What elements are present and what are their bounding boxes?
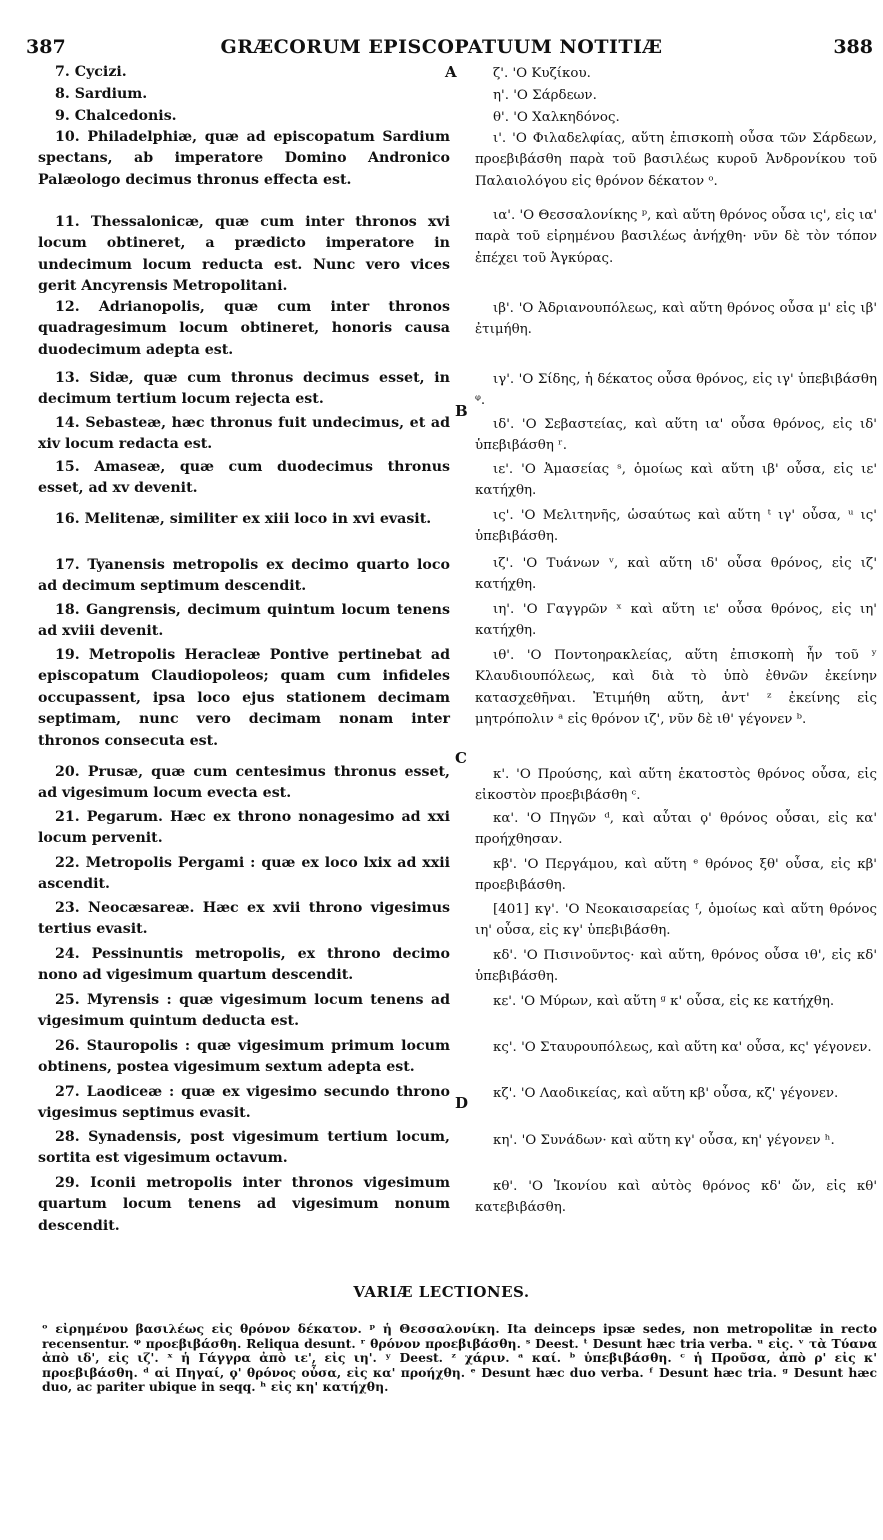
latin-entry-text: 20. Prusæ, quæ cum centesimus thronus esset, ad vigesimum locum evecta est. <box>38 764 450 802</box>
greek-entry <box>475 1130 877 1151</box>
latin-entry <box>38 1127 450 1170</box>
greek-entry-text: ιη'. 'Ο Γαγγρῶν ˣ καὶ αὕτη ιε' οὖσα θρόνος, εἰς ιη' κατήχθη. <box>475 602 877 639</box>
latin-entry <box>38 853 450 896</box>
latin-entry <box>38 62 450 83</box>
greek-entry <box>475 599 877 642</box>
latin-entry-text: 23. Neocæsareæ. Hæc ex xvii throno vigesimus tertius evasit. <box>38 900 450 938</box>
greek-entry <box>475 645 877 731</box>
latin-entry <box>38 212 450 298</box>
greek-entry-text: ια'. 'Ο Θεσσαλονίκης ᵖ, καὶ αὕτη θρόνος οὖσα ις', εἰς ια' παρὰ τοῦ εἰρημένου βασιλέως ἀνήχθη· νῦν δὲ τὸν τόπον ἐπέχει τοῦ Ἀγκύρας. <box>475 208 877 266</box>
greek-entry-text: ιθ'. 'Ο Ποντοηρακλείας, αὕτη ἐπισκοπὴ ἦν τοῦ ʸ Κλαυδιουπόλεως, καὶ διὰ τὸ ὑπὸ ἐθνῶν ἐκείνην κατασχεθῆναι. Ἐτιμήθη αὕτη, ἀντ' ᶻ ἐκείνης εἰς μητρόπολιν ᵃ εἰς θρόνον ιζ', νῦν δὲ ιθ' γέγονεν ᵇ. <box>475 648 877 728</box>
greek-entry <box>475 505 877 548</box>
latin-entry-text: 16. Melitenæ, similiter ex xiii loco in xvi evasit. <box>55 511 432 527</box>
greek-entry-text: κε'. 'Ο Μύρων, καὶ αὕτη ᵍ κ' οὖσα, εἰς κε κατήχθη. <box>493 994 835 1009</box>
latin-entry-text: 26. Stauropolis : quæ vigesimum primum locum obtinens, postea vigesimum sextum adepta est. <box>38 1038 450 1076</box>
latin-entry <box>38 1082 450 1125</box>
latin-entry <box>38 413 450 456</box>
greek-entry <box>475 1083 877 1104</box>
greek-entry-text: ιδ'. 'Ο Σεβαστείας, καὶ αὕτη ια' οὖσα θρόνος, εἰς ιδ' ὑπεβιβάσθη ʳ. <box>475 417 877 454</box>
greek-entry-text: [401] κγ'. 'Ο Νεοκαισαρείας ᶠ, ὁμοίως καὶ αὕτη θρόνος ιη' οὖσα, εἰς κγ' ὑπεβιβάσθη. <box>475 902 877 939</box>
greek-entry-text: θ'. 'Ο Χαλκηδόνος. <box>493 110 620 125</box>
greek-entry-text: ι'. 'Ο Φιλαδελφίας, αὕτη ἐπισκοπὴ οὖσα τῶν Σάρδεων, προεβιβάσθη παρὰ τοῦ βασιλέως κυροῦ Ἀνδρονίκου τοῦ Παλαιολόγου εἰς θρόνον δέκατον ᵒ. <box>475 131 877 189</box>
greek-entry <box>475 107 877 128</box>
latin-entry-text: 13. Sidæ, quæ cum thronus decimus esset, in decimum tertium locum rejecta est. <box>38 370 450 408</box>
greek-entry-text: ιγ'. 'Ο Σίδης, ἡ δέκατος οὖσα θρόνος, εἰς ιγ' ὑπεβιβάσθη ᵠ. <box>475 372 877 409</box>
latin-entry-text: 21. Pegarum. Hæc ex throno nonagesimo ad xxi locum pervenit. <box>38 809 450 847</box>
margin-marker-c: C <box>455 749 467 767</box>
latin-entry <box>38 807 450 850</box>
margin-marker-a: A <box>445 63 457 81</box>
latin-entry <box>38 944 450 987</box>
page-number-left: 387 <box>26 36 66 58</box>
greek-entry <box>475 1037 877 1058</box>
latin-entry <box>38 509 450 530</box>
latin-entry-text: 28. Synadensis, post vigesimum tertium locum, sortita est vigesimum octavum. <box>38 1129 450 1167</box>
latin-entry <box>38 84 450 105</box>
margin-marker-d: D <box>455 1094 469 1112</box>
latin-entry <box>38 297 450 361</box>
greek-entry-text: ζ'. 'Ο Κυζίκου. <box>493 66 591 81</box>
latin-entry <box>38 600 450 643</box>
footnotes: ᵒ εἰρημένου βασιλέως εἰς θρόνον δέκατον. ᵖ ἡ Θεσσαλονίκη. Ita deinceps ipsæ sedes, non metropolitæ in recto recensentur. ᵠ προεβιβάσθη. Reliqua desunt. ʳ θρόνον προεβιβάσθη. ˢ Deest. ᵗ Desunt hæc tria verba. ᵘ εἰς. ᵛ τὰ Τύανα ἀπὸ ιδ', εἰς ιζ'. ˣ ἡ Γάγγρα ἀπὸ ιε', εἰς ιη'. ʸ Deest. ᶻ χάριν. ᵃ καί. ᵇ ὑπεβιβάσθη. ᶜ ἡ Προῦσα, ἀπὸ ρ' εἰς κ' προεβιβάσθη. ᵈ αἱ Πηγαί, ϙ' θρόνος οὖσα, εἰς κα' προήχθη. ᵉ Desunt hæc duo verba. ᶠ Desunt hæc tria. ᵍ Desunt hæc duo, ac pariter ubique in seqq. ʰ εἰς κη' κατήχθη. <box>42 1321 877 1395</box>
running-title: GRÆCORUM EPISCOPATUUM NOTITIÆ <box>220 36 663 58</box>
greek-entry <box>475 369 877 412</box>
variae-lectiones-title: VARIÆ LECTIONES. <box>353 1283 530 1301</box>
greek-entry <box>475 764 877 807</box>
latin-entry <box>38 898 450 941</box>
latin-entry-text: 10. Philadelphiæ, quæ ad episcopatum Sardium spectans, ab imperatore Domino Andronico Palæologo decimus thronus effecta est. <box>38 129 450 188</box>
greek-entry-text: κβ'. 'Ο Περγάμου, καὶ αὕτη ᵉ θρόνος ξθ' οὖσα, εἰς κβ' προεβιβάσθη. <box>475 857 877 894</box>
greek-entry-text: κδ'. 'Ο Πισινοῦντος· καὶ αὕτη, θρόνος οὖσα ιθ', εἰς κδ' ὑπεβιβάσθη. <box>475 948 877 985</box>
latin-entry-text: 25. Myrensis : quæ vigesimum locum tenens ad vigesimum quintum deducta est. <box>38 992 450 1030</box>
greek-entry <box>475 854 877 897</box>
greek-entry <box>475 1176 877 1219</box>
latin-entry <box>38 762 450 805</box>
latin-entry <box>38 368 450 411</box>
latin-entry-text: 27. Laodiceæ : quæ ex vigesimo secundo throno vigesimus septimus evasit. <box>38 1084 450 1122</box>
greek-entry <box>475 459 877 502</box>
greek-entry <box>475 553 877 596</box>
greek-entry <box>475 205 877 269</box>
latin-entry <box>38 457 450 500</box>
greek-entry <box>475 414 877 457</box>
latin-entry-text: 15. Amaseæ, quæ cum duodecimus thronus esset, ad xv devenit. <box>38 459 450 497</box>
latin-entry-text: 24. Pessinuntis metropolis, ex throno decimo nono ad vigesimum quartum descendit. <box>38 946 450 984</box>
latin-entry <box>38 555 450 598</box>
greek-entry-text: κα'. 'Ο Πηγῶν ᵈ, καὶ αὗται ϙ' θρόνος οὖσαι, εἰς κα' προήχθησαν. <box>475 811 877 848</box>
latin-entry-text: 29. Iconii metropolis inter thronos vigesimum quartum locum tenens ad vigesimum nonum descendit. <box>38 1175 450 1234</box>
greek-entry-text: κς'. 'Ο Σταυρουπόλεως, καὶ αὕτη κα' οὖσα, κς' γέγονεν. <box>493 1040 872 1055</box>
latin-entry-text: 8. Sardium. <box>55 86 148 102</box>
margin-marker-b: B <box>455 402 468 420</box>
greek-entry <box>475 85 877 106</box>
greek-entry <box>475 991 877 1012</box>
greek-entry <box>475 808 877 851</box>
greek-entry-text: ιβ'. 'Ο Ἀδριανουπόλεως, καὶ αὕτη θρόνος οὖσα μ' εἰς ιβ' ἐτιμήθη. <box>475 301 877 338</box>
latin-entry-text: 9. Chalcedonis. <box>55 108 177 124</box>
running-header <box>0 36 883 58</box>
greek-entry-text: κζ'. 'Ο Λαοδικείας, καὶ αὕτη κβ' οὖσα, κζ' γέγονεν. <box>493 1086 839 1101</box>
greek-entry-text: ιζ'. 'Ο Τυάνων ᵛ, καὶ αὕτη ιδ' οὖσα θρόνος, εἰς ιζ' κατήχθη. <box>475 556 877 593</box>
latin-entry <box>38 1036 450 1079</box>
latin-entry-text: 14. Sebasteæ, hæc thronus fuit undecimus, et ad xiv locum redacta est. <box>38 415 450 453</box>
latin-entry-text: 7. Cycizi. <box>55 64 127 80</box>
latin-entry <box>38 645 450 752</box>
page-number-right: 388 <box>833 36 873 58</box>
greek-entry-text: ις'. 'Ο Μελιτηνῆς, ὡσαύτως καὶ αὕτη ᵗ ιγ' οὖσα, ᵘ ις' ὑπεβιβάσθη. <box>475 508 877 545</box>
greek-entry <box>475 298 877 341</box>
greek-entry <box>475 899 877 942</box>
latin-entry <box>38 990 450 1033</box>
latin-entry-text: 22. Metropolis Pergami : quæ ex loco lxix ad xxii ascendit. <box>38 855 450 893</box>
greek-entry <box>475 128 877 192</box>
greek-entry <box>475 945 877 988</box>
greek-entry-text: η'. 'Ο Σάρδεων. <box>493 88 597 103</box>
greek-entry-text: ιε'. 'Ο Ἀμασείας ˢ, ὁμοίως καὶ αὕτη ιβ' οὖσα, εἰς ιε' κατήχθη. <box>475 462 877 499</box>
greek-entry-text: κ'. 'Ο Προύσης, καὶ αὕτη ἑκατοστὸς θρόνος οὖσα, εἰς εἰκοστὸν προεβιβάσθη ᶜ. <box>475 767 877 804</box>
greek-entry-text: κη'. 'Ο Συνάδων· καὶ αὕτη κγ' οὖσα, κη' γέγονεν ʰ. <box>493 1133 835 1148</box>
latin-entry-text: 18. Gangrensis, decimum quintum locum tenens ad xviii devenit. <box>38 602 450 640</box>
greek-entry-text: κθ'. 'Ο Ἰκονίου καὶ αὐτὸς θρόνος κδ' ὤν, εἰς κθ' κατεβιβάσθη. <box>475 1179 877 1216</box>
latin-entry <box>38 106 450 127</box>
latin-entry-text: 19. Metropolis Heracleæ Pontive pertinebat ad episcopatum Claudiopoleos; quam cum infideles occupassent, ipsa loco ejus stationem decimam septimam, nunc vero decimam nonam inter thronos consecuta est. <box>38 647 450 749</box>
greek-entry <box>475 63 877 84</box>
latin-entry-text: 17. Tyanensis metropolis ex decimo quarto loco ad decimum septimum descendit. <box>38 557 450 595</box>
latin-entry-text: 11. Thessalonicæ, quæ cum inter thronos xvi locum obtineret, a prædicto imperatore in undecimum locum reducta est. Nunc vero vices gerit Ancyrensis Metropolitani. <box>38 214 450 295</box>
latin-entry <box>38 1173 450 1237</box>
latin-entry <box>38 127 450 191</box>
latin-entry-text: 12. Adrianopolis, quæ cum inter thronos quadragesimum locum obtineret, honoris causa duodecimum adepta est. <box>38 299 450 358</box>
